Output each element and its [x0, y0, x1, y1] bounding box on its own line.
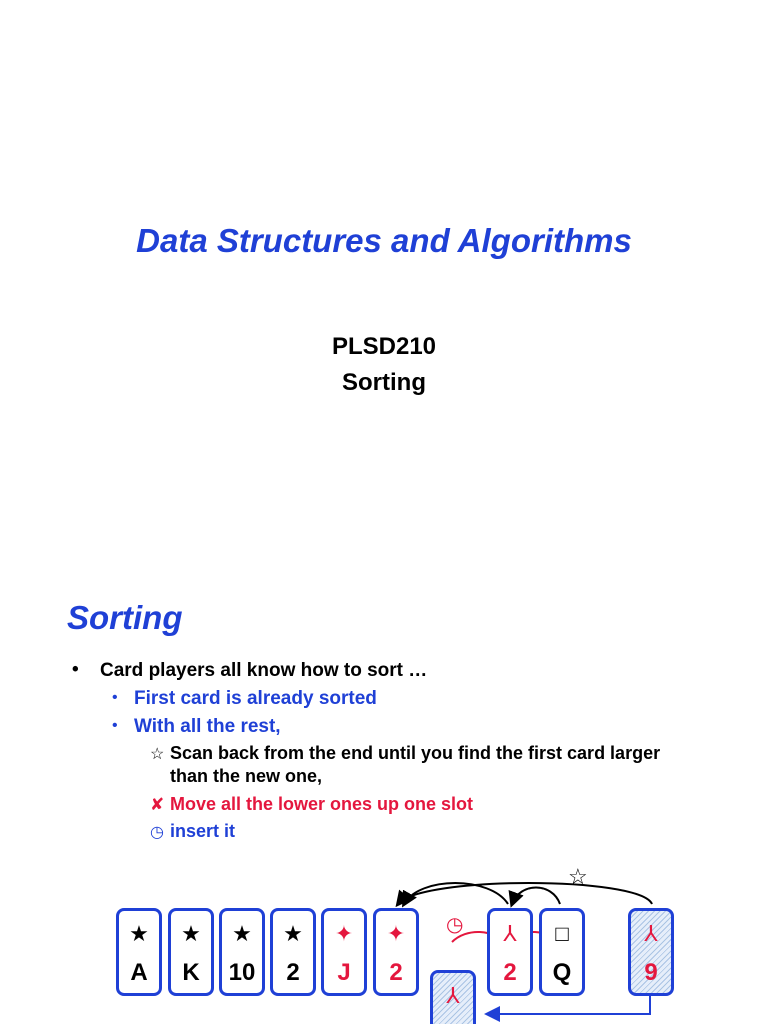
card-6: [373, 908, 419, 996]
step-scan-line1: Scan back from the end until you find the first card larger: [170, 743, 661, 763]
slide1-title: Data Structures and Algorithms: [136, 222, 632, 259]
card-7: [487, 908, 533, 996]
card-5: [321, 908, 367, 996]
star-bullet-icon: ☆: [150, 746, 165, 763]
card-9-rank: 9: [644, 959, 658, 986]
card-4: [270, 908, 316, 996]
card-8-rank: Q: [552, 959, 572, 986]
card-5-suit: ✦: [334, 921, 354, 946]
card-4-suit: ★: [283, 921, 303, 946]
step-move: Move all the lower ones up one slot: [170, 794, 474, 814]
step-insert: insert it: [170, 821, 236, 841]
card-5-rank: J: [337, 959, 351, 986]
cross-bullet-icon: ✘: [150, 795, 165, 814]
card-3: [219, 908, 265, 996]
course-code: PLSD210: [331, 333, 437, 360]
bullet-dot-2: •: [112, 689, 118, 706]
clock-bullet-icon: ◷: [150, 824, 164, 841]
moving-card-suit: ⅄: [446, 983, 460, 1008]
moving-card: [430, 970, 476, 1024]
card-7-rank: 2: [503, 959, 517, 986]
card-4-rank: 2: [286, 959, 300, 986]
card-3-suit: ★: [232, 921, 252, 946]
insert-clock-icon: ◷: [446, 914, 464, 936]
card-1: [116, 908, 162, 996]
bullet-first-card: First card is already sorted: [134, 688, 377, 709]
card-9-suit: ⅄: [644, 921, 658, 946]
insert-arrow: [488, 996, 650, 1014]
card-3-rank: 10: [228, 959, 256, 986]
card-8: [539, 908, 585, 996]
slide2-title: Sorting: [67, 599, 183, 636]
card-6-suit: ✦: [386, 921, 406, 946]
bullet-card-players: Card players all know how to sort …: [100, 660, 428, 681]
card-7-suit: ⅄: [503, 921, 517, 946]
card-9-new: [628, 908, 674, 996]
card-1-suit: ★: [129, 921, 149, 946]
bullet-with-rest: With all the rest,: [134, 716, 281, 737]
card-1-rank: A: [130, 959, 148, 986]
scan-arrow-long: [398, 883, 652, 904]
bullet-dot-1: •: [72, 659, 79, 680]
bullet-dot-3: •: [112, 717, 118, 734]
card-8-suit: □: [555, 921, 569, 946]
scan-arrow-q-to-2: [512, 888, 560, 905]
step-scan-line2: than the new one,: [170, 766, 323, 786]
card-2-rank: K: [182, 959, 200, 986]
slide1-topic: Sorting: [342, 369, 426, 396]
card-6-rank: 2: [389, 959, 403, 986]
card-2: [168, 908, 214, 996]
scan-star-icon: ☆: [568, 864, 588, 889]
card-2-suit: ★: [181, 921, 201, 946]
